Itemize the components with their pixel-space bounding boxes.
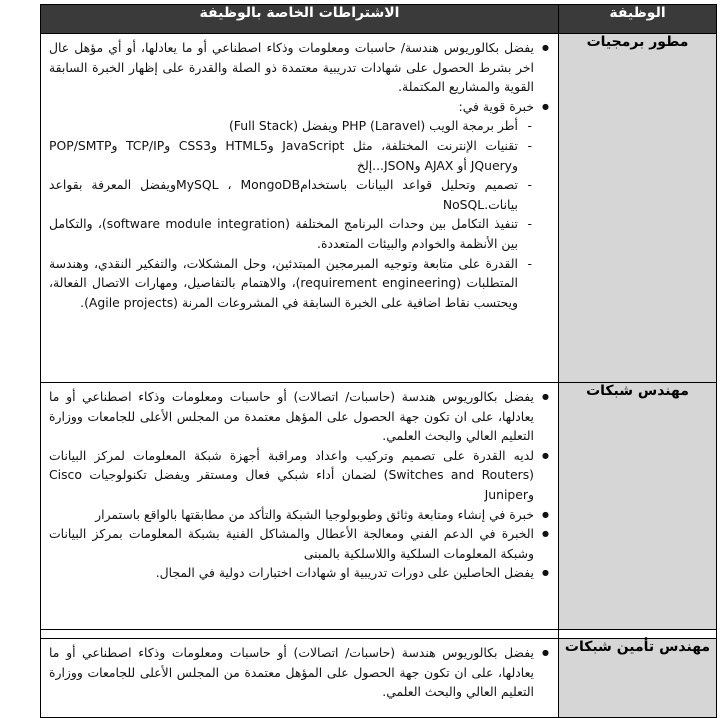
table-header-row <box>41 5 717 34</box>
job-title-cell: مهندس تأمين شبكات <box>559 639 717 718</box>
requirement-item: ● لديه القدرة على تصميم وتركيب واعداد ومراقبة أجهزة شبكة المعلومات لمركز البيانات (Switches and Routers) لضمان أداء شبكي فعال ومستقر ويفضل تكنولوجيات Cisco وJuniper <box>49 446 534 505</box>
requirements-cell <box>41 34 559 383</box>
requirement-item: ● يفضل الحاصلين على دورات تدريبية او شهادات اختبارات دولية في المجال. <box>49 563 534 583</box>
requirement-item: ● يفضل بكالوريوس هندسة (حاسبات/ اتصالات) أو حاسبات ومعلومات وذكاء اصطناعي أو ما يعادلها، على ان تكون جهة الحصول على المؤهل معتمدة من المجلس الأعلى للجامعات ووزارة التعليم العالي والبحث العلمي. <box>49 643 534 702</box>
sub-requirement-item: - تقنيات الإنترنت المختلفة، مثل JavaScript وHTML5 وCSS3 وTCP/IP وPOP/SMTP وJQuery أو AJAX وJSON...إلخ <box>49 136 518 175</box>
header-job-title: الوظيفة <box>559 5 717 34</box>
requirement-item: ● الخبرة في الدعم الفني ومعالجة الأعطال والمشاكل الفنية بشبكة المعلومات بمركز البيانات وشبكة المعلومات السلكية واللاسلكية بالمبنى <box>49 524 534 563</box>
sub-requirement-item: - أطر برمجة الويب PHP (Laravel) ويفضل (Full Stack) <box>49 116 518 136</box>
requirement-item: ● يفضل بكالوريوس هندسة (حاسبات/ اتصالات) أو حاسبات ومعلومات وذكاء اصطناعي أو ما يعادلها، على ان تكون جهة الحصول على المؤهل معتمدة من المجلس الأعلى للجامعات ووزارة التعليم العالي والبحث العلمي. <box>49 387 534 446</box>
requirements-cell <box>41 639 559 718</box>
table-row <box>41 34 717 383</box>
requirement-item: ● يفضل بكالوريوس هندسة/ حاسبات ومعلومات وذكاء اصطناعي أو ما يعادلها، أو أي مؤهل عال اخر بشرط الحصول على شهادات تدريبية معتمدة ذو الصلة والقدرة على إظهار الخبرة السابقة القوية والمشاريع المكتملة. <box>49 38 534 97</box>
job-title-cell: مطور برمجيات <box>559 34 717 383</box>
job-title-cell: مهندس شبكات <box>559 383 717 630</box>
job-requirements-table <box>40 4 717 718</box>
sub-requirement-item: - القدرة على متابعة وتوجيه المبرمجين المبتدئين، وحل المشكلات، والتفكير النقدي، وهندسة المتطلبات (requirement engineering)، والاهتمام بالتفاصيل، ومهارات الاتصال الفعالة، ويحتسب نقاط اضافية على الخبرة السابقة في المشروعات المرنة (Agile projects). <box>49 254 518 313</box>
table-row <box>41 383 717 630</box>
requirement-item: ● خبرة في إنشاء ومتابعة وثائق وطوبولوجيا الشبكة والتأكد من مطابقتها بالواقع باستمرار <box>49 505 534 525</box>
sub-requirement-item: - تصميم وتحليل قواعد البيانات باستخدامMySQL ، MongoDBويفضل المعرفة بقواعد بيانات.NoSQL <box>49 175 518 214</box>
table-row <box>41 639 717 718</box>
row-spacer <box>41 630 717 639</box>
sub-requirement-item: - تنفيذ التكامل بين وحدات البرنامج المختلفة (software module integration)، والتكامل بين الأنظمة والخوادم والبيئات المتعددة. <box>49 214 518 253</box>
header-requirements: الاشتراطات الخاصة بالوظيفة <box>41 5 559 34</box>
requirement-item <box>49 97 534 313</box>
requirement-text: خبرة قوية في: <box>458 98 534 114</box>
requirements-cell <box>41 383 559 630</box>
sub-requirement-list <box>49 116 534 312</box>
